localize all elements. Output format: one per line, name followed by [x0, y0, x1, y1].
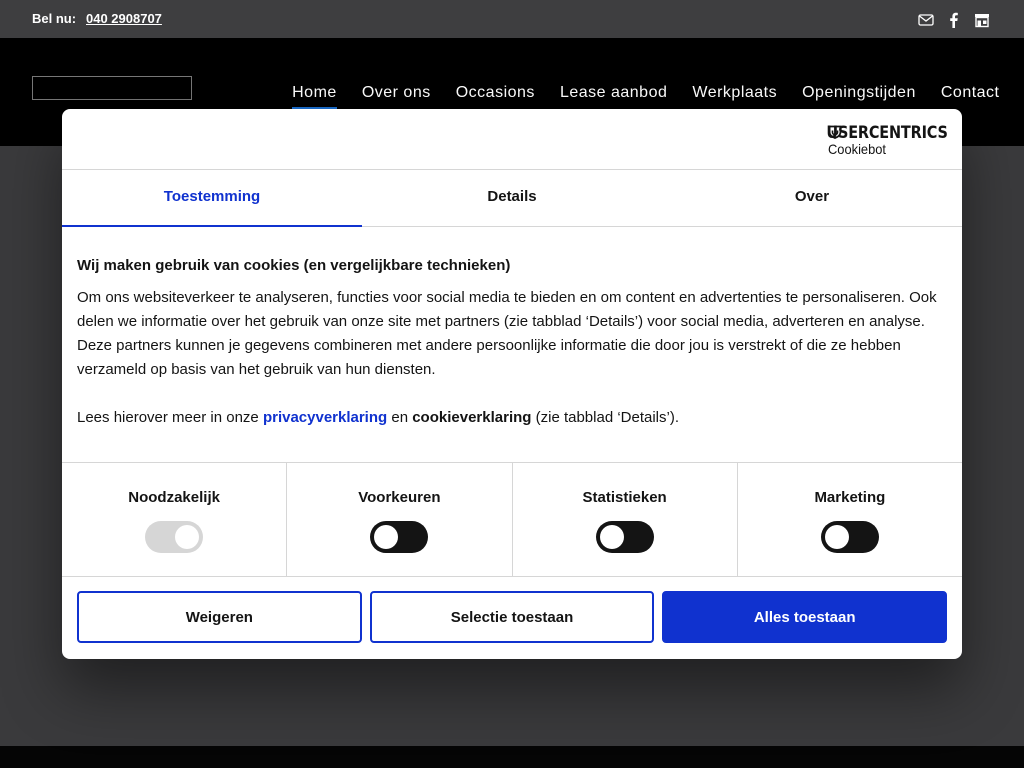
toggle-cell-voorkeuren [287, 463, 512, 576]
toggle-knob [825, 525, 849, 549]
toggle-knob [374, 525, 398, 549]
phone-link[interactable]: 040 2908707 [86, 11, 162, 26]
brand-product: Cookiebot [828, 141, 887, 157]
reject-button[interactable]: Weigeren [77, 591, 362, 643]
more-suffix: (zie tabblad ‘Details’). [531, 409, 680, 426]
toggle-cell-marketing [738, 463, 962, 576]
toggle-label: Statistieken [582, 489, 667, 506]
tab-details[interactable]: Details [487, 188, 537, 205]
mail-icon[interactable] [918, 12, 934, 28]
more-prefix: Lees hierover meer in onze [77, 409, 263, 426]
nav-item-openingstijden[interactable]: Openingstijden [802, 84, 916, 101]
nav-item-contact[interactable]: Contact [940, 84, 1000, 101]
tab-toestemming[interactable]: Toestemming [62, 170, 362, 226]
social-icons [918, 12, 990, 28]
cookie-statement-text: cookieverklaring [412, 409, 532, 426]
nav-item-occasions[interactable]: Occasions [455, 84, 535, 101]
toggle-label: Noodzakelijk [128, 489, 220, 506]
cookiebot-brand [828, 123, 948, 159]
consent-tabs [62, 169, 962, 227]
toggle-marketing[interactable] [821, 521, 879, 553]
nav-item-home[interactable]: Home [280, 84, 350, 108]
consent-toggles [62, 462, 962, 577]
consent-heading: Wij maken gebruik van cookies (en vergelijkbare technieken) [77, 257, 511, 274]
toggle-label: Voorkeuren [358, 489, 441, 506]
consent-more-info [77, 406, 947, 430]
cookie-consent-dialog [62, 109, 962, 659]
store-icon[interactable] [974, 12, 990, 28]
privacy-link[interactable]: privacyverklaring [262, 409, 388, 426]
consent-buttons [77, 591, 947, 643]
nav-item-lease-aanbod[interactable]: Lease aanbod [559, 84, 668, 101]
consent-paragraph: Om ons websiteverkeer te analyseren, functies voor social media te bieden en om content en advertenties te personaliseren. Ook delen we informatie over het gebruik van onze site met partners (zie tabblad ‘Details’) voor social media, adverteren en analyse. Deze partners kunnen je gegevens combineren met andere persoonlijke informatie die door jou is verstrekt of die ze hebben verzameld op basis van het gebruik van hun diensten. [77, 289, 937, 378]
toggle-label: Marketing [814, 489, 886, 506]
toggle-knob [600, 525, 624, 549]
allow-all-button[interactable]: Alles toestaan [662, 591, 947, 643]
main-nav [280, 84, 1012, 108]
site-logo[interactable] [32, 76, 192, 100]
more-middle: en [387, 409, 413, 426]
call-label: Bel nu: [32, 11, 77, 26]
footer-strip [0, 746, 1024, 768]
facebook-icon[interactable] [946, 12, 962, 28]
toggle-cell-noodzakelijk [62, 463, 287, 576]
toggle-statistieken[interactable] [596, 521, 654, 553]
top-bar [0, 0, 1024, 38]
consent-body [77, 257, 947, 430]
allow-selection-button[interactable]: Selectie toestaan [370, 591, 655, 643]
toggle-noodzakelijk [145, 521, 203, 553]
nav-item-over-ons[interactable]: Over ons [361, 84, 431, 101]
toggle-knob [175, 525, 199, 549]
brand-name: USERCENTRICS [826, 123, 948, 143]
tab-over[interactable]: Over [794, 188, 830, 205]
toggle-cell-statistieken [513, 463, 738, 576]
nav-item-werkplaats[interactable]: Werkplaats [692, 84, 778, 101]
toggle-voorkeuren[interactable] [370, 521, 428, 553]
